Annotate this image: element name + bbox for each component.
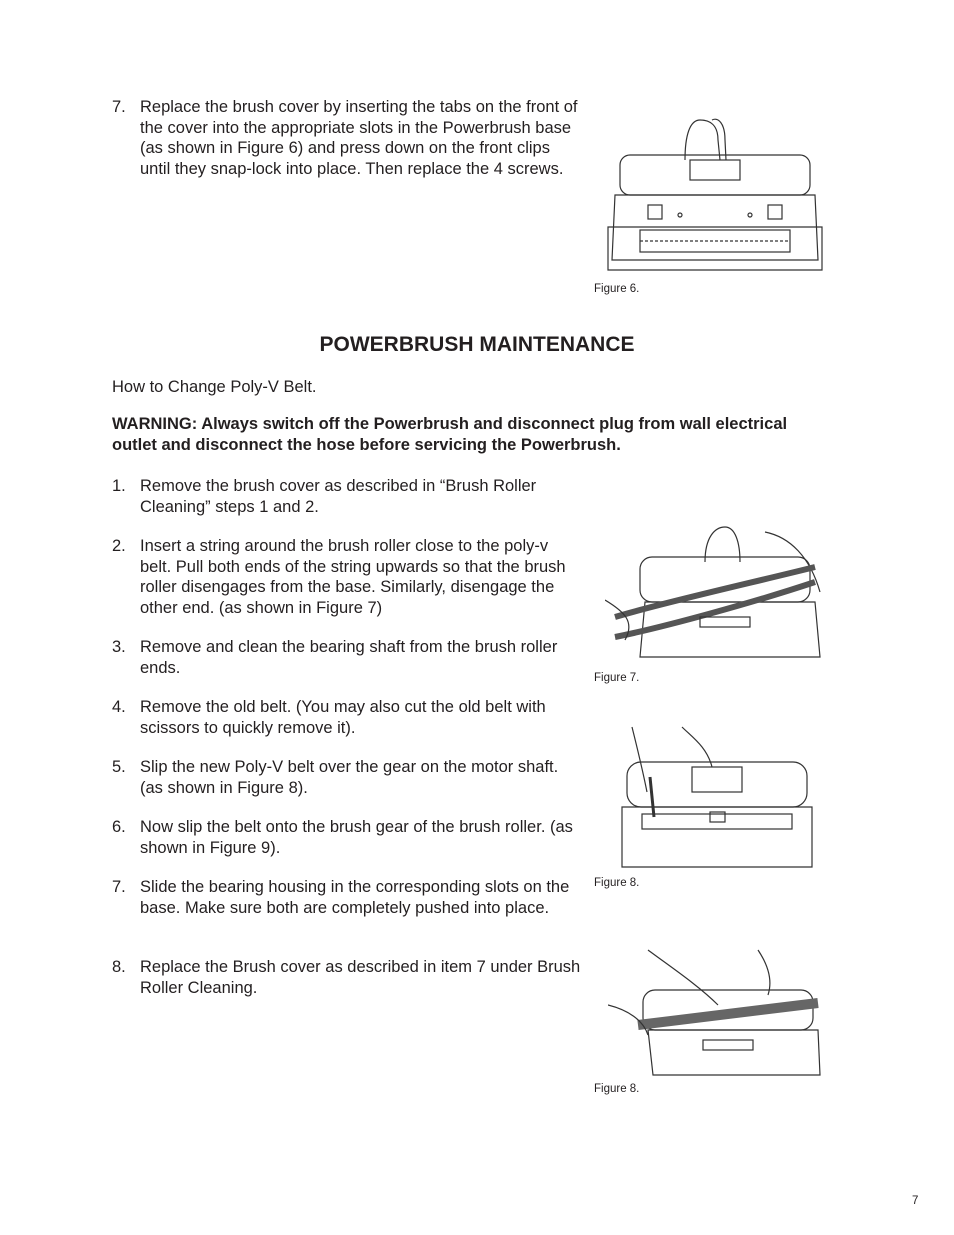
step-text: Remove the brush cover as described in “Brush Roller Cleaning” steps 1 and 2. [140, 477, 537, 516]
figure-8-caption: Figure 8. [594, 877, 640, 889]
step-number: 4. [112, 698, 126, 716]
step-1 [112, 476, 582, 517]
step-2 [112, 536, 582, 618]
step-text: Now slip the belt onto the brush gear of the brush roller. (as shown in Figure 9). [140, 818, 573, 857]
step-number: 2. [112, 537, 126, 555]
step-number: 1. [112, 477, 126, 495]
top-step-7 [112, 97, 582, 179]
figure-8b-caption: Figure 8. [594, 1083, 640, 1095]
figure-6-caption: Figure 6. [594, 283, 640, 295]
page-number: 7 [912, 1195, 919, 1207]
step-text: Replace the Brush cover as described in item 7 under Brush Roller Cleaning. [140, 958, 581, 997]
step-text: Remove the old belt. (You may also cut the old belt with scissors to quickly remove it). [140, 698, 546, 737]
figure-7-illustration [605, 522, 830, 662]
figure-8-illustration [612, 722, 822, 870]
step-text: Remove and clean the bearing shaft from the brush roller ends. [140, 638, 558, 677]
step-number: 6. [112, 818, 126, 836]
figure-7-caption: Figure 7. [594, 672, 640, 684]
warning-text: WARNING: Always switch off the Powerbrush and disconnect plug from wall electrical outlet and disconnect the hose before servicing the Powerbrush. [112, 415, 788, 454]
step-text: Insert a string around the brush roller close to the poly-v belt. Pull both ends of the string upwards so that the brush roller disengages from the base. Similarly, disengage the other end. (as shown in Figure 7) [140, 537, 566, 617]
step-number: 7. [112, 98, 126, 116]
step-6 [112, 817, 582, 858]
subtitle: How to Change Poly-V Belt. [112, 378, 317, 396]
step-number: 5. [112, 758, 126, 776]
figure-6-illustration [600, 115, 830, 275]
step-number: 3. [112, 638, 126, 656]
step-5 [112, 757, 582, 798]
step-text: Slide the bearing housing in the corresponding slots on the base. Make sure both are completely pushed into place. [140, 878, 570, 917]
step-text: Replace the brush cover by inserting the tabs on the front of the cover into the appropriate slots in the Powerbrush base (as shown in Figure 6) and press down on the front clips until they snap-lock into place. Then replace the 4 screws. [140, 98, 578, 178]
step-3 [112, 637, 582, 678]
section-title: POWERBRUSH MAINTENANCE [319, 333, 635, 356]
step-4 [112, 697, 582, 738]
step-number: 7. [112, 878, 126, 896]
figure-8b-illustration [608, 945, 830, 1080]
step-text: Slip the new Poly-V belt over the gear on the motor shaft. (as shown in Figure 8). [140, 758, 559, 797]
step-7 [112, 877, 582, 918]
step-8 [112, 957, 582, 998]
step-number: 8. [112, 958, 126, 976]
